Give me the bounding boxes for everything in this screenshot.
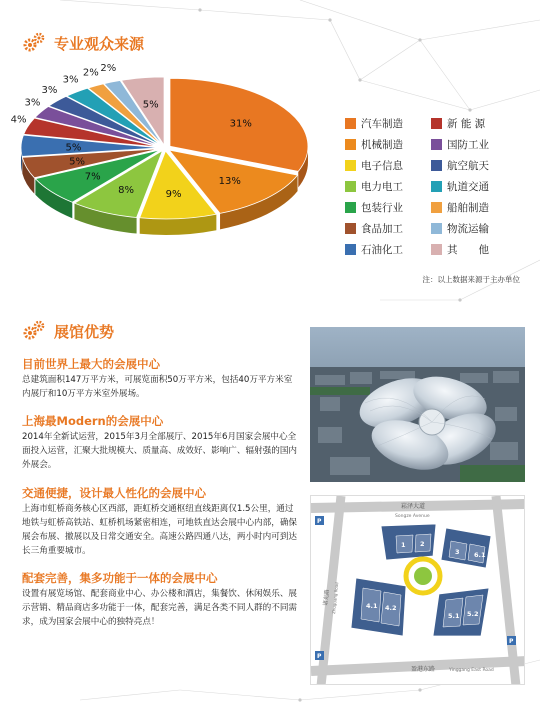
legend-swatch: [345, 139, 356, 150]
legend-label: 物流运输: [447, 223, 489, 235]
advantage-body: 上海市虹桥商务核心区西部，距虹桥交通枢纽直线距离仅1.5公里，通过地铁与虹桥高铁站、虹桥机场紧密相连，可地铁直达会展中心内部，确保展会布展、撤展以及日常交通安全。高速公路四通八达，两小时内可到达长三角重要城市。: [22, 504, 298, 556]
svg-text:P: P: [317, 518, 322, 525]
legend-label: 国防工业: [447, 139, 489, 151]
legend-item: [431, 179, 509, 194]
pie-slice-label: 3%: [62, 74, 79, 86]
legend-item: [431, 116, 509, 131]
pie-slice-label: 31%: [229, 118, 252, 130]
pie-slice-label: 2%: [100, 62, 117, 74]
section-title: 展馆优势: [54, 322, 115, 341]
legend-swatch: [431, 181, 442, 192]
road-label-top-en: Songze Avenue: [395, 514, 430, 519]
legend-label: 电力电工: [361, 181, 403, 193]
hall-number: 4.1: [366, 602, 378, 610]
legend-label: 包装行业: [361, 202, 403, 214]
aerial-photo-illustration: [310, 327, 525, 482]
gears-icon: [22, 32, 46, 54]
legend-label: 电子信息: [361, 160, 403, 172]
legend-label: 其 他: [447, 244, 489, 256]
pie-legend: [345, 116, 509, 257]
advantage-title: 目前世界上最大的会展中心: [22, 357, 160, 371]
road-label-left: 诸光路: [323, 589, 331, 607]
legend-swatch: [345, 118, 356, 129]
pie-slice-label: 7%: [84, 171, 101, 183]
legend-swatch: [431, 223, 442, 234]
advantage-item: [22, 571, 300, 629]
legend-item: [345, 116, 423, 131]
legend-item: [431, 221, 509, 236]
legend-item: [431, 242, 509, 257]
advantage-title: 配套完善，集多功能于一体的会展中心: [22, 571, 218, 585]
pie-slice-label: 3%: [24, 97, 41, 109]
advantage-item: [22, 486, 300, 558]
audience-source-pie-chart: [0, 60, 340, 260]
legend-swatch: [345, 223, 356, 234]
legend-swatch: [345, 202, 356, 213]
legend-label: 食品加工: [361, 223, 403, 235]
legend-item: [345, 200, 423, 215]
advantage-title: 上海最Modern的会展中心: [22, 414, 164, 428]
section-title: 专业观众来源: [54, 34, 145, 53]
road-label-bottom: 盈港东路: [411, 666, 436, 673]
advantage-item: [22, 357, 300, 401]
pie-slice-label: 8%: [118, 184, 134, 196]
svg-text:P: P: [317, 653, 322, 660]
legend-swatch: [431, 244, 442, 255]
hall-number: 6.1: [474, 551, 486, 559]
legend-item: [345, 221, 423, 236]
legend-swatch: [345, 181, 356, 192]
legend-item: [431, 137, 509, 152]
legend-swatch: [431, 118, 442, 129]
hall-number: 1: [401, 541, 406, 549]
pie-slice-label: 3%: [41, 85, 58, 97]
advantage-body: 设置有展览场馆、配套商业中心、办公楼和酒店，集餐饮、休闲娱乐、展示营销、精品商店多功能于一体，配套完善，满足各类不同人群的不同需求，成为国家会展中心的独特亮点！: [22, 589, 298, 627]
legend-label: 新 能 源: [447, 118, 486, 130]
road-label-left-en: Zhuguang Road: [331, 582, 340, 615]
legend-label: 航空航天: [447, 160, 489, 172]
legend-label: 船舶制造: [447, 202, 489, 214]
pie-slice-label: 5%: [69, 156, 86, 168]
pie-slice-label: 4%: [10, 114, 27, 126]
advantage-item: [22, 414, 300, 472]
legend-swatch: [431, 139, 442, 150]
pie-slice-label: 5%: [142, 99, 159, 111]
legend-item: [431, 200, 509, 215]
section-venue-advantages-heading: [22, 320, 114, 342]
legend-swatch: [431, 160, 442, 171]
legend-label: 轨道交通: [447, 181, 489, 193]
venue-site-map: [310, 495, 525, 685]
gears-icon: [22, 320, 46, 342]
advantage-body: 2014年全新试运营，2015年3月全部展厅、2015年6月国家会展中心全面投入运营，汇聚大批规模大、质量高、成效好、影响广、辐射强的国内外展会。: [22, 432, 298, 470]
hall-number: 4.2: [385, 604, 397, 612]
road-label-top: 崧泽大道: [401, 503, 426, 510]
svg-text:P: P: [509, 638, 514, 645]
legend-swatch: [431, 202, 442, 213]
hall-number: 3: [455, 548, 460, 556]
pie-slice-label: 13%: [218, 175, 241, 187]
legend-label: 机械制造: [361, 139, 403, 151]
advantage-title: 交通便捷，设计最人性化的会展中心: [22, 486, 206, 500]
legend-label: 石油化工: [361, 244, 403, 256]
legend-swatch: [345, 244, 356, 255]
section-audience-source-heading: [22, 32, 144, 54]
pie-slice-label: 2%: [82, 67, 99, 79]
site-map-illustration: [311, 496, 525, 685]
road-label-bottom-en: Yinggang East Road: [449, 668, 494, 673]
advantage-body: 总建筑面积147万平方米，可展览面积50万平方米，包括40万平方米室内展厅和10万平方米室外展场。: [22, 375, 293, 399]
convention-center-aerial-photo: [310, 327, 525, 482]
legend-label: 汽车制造: [361, 118, 403, 130]
hall-number: 5.2: [467, 610, 479, 618]
legend-swatch: [345, 160, 356, 171]
hall-number: 5.1: [448, 612, 460, 620]
pie-slice-label: 5%: [65, 142, 82, 154]
legend-item: [345, 137, 423, 152]
legend-item: [345, 158, 423, 173]
legend-item: [345, 242, 423, 257]
hall-number: 2: [420, 540, 425, 548]
pie-slice-label: 9%: [165, 188, 182, 200]
data-source-footnote: 注：以上数据来源于主办单位: [422, 275, 520, 284]
legend-item: [431, 158, 509, 173]
legend-item: [345, 179, 423, 194]
